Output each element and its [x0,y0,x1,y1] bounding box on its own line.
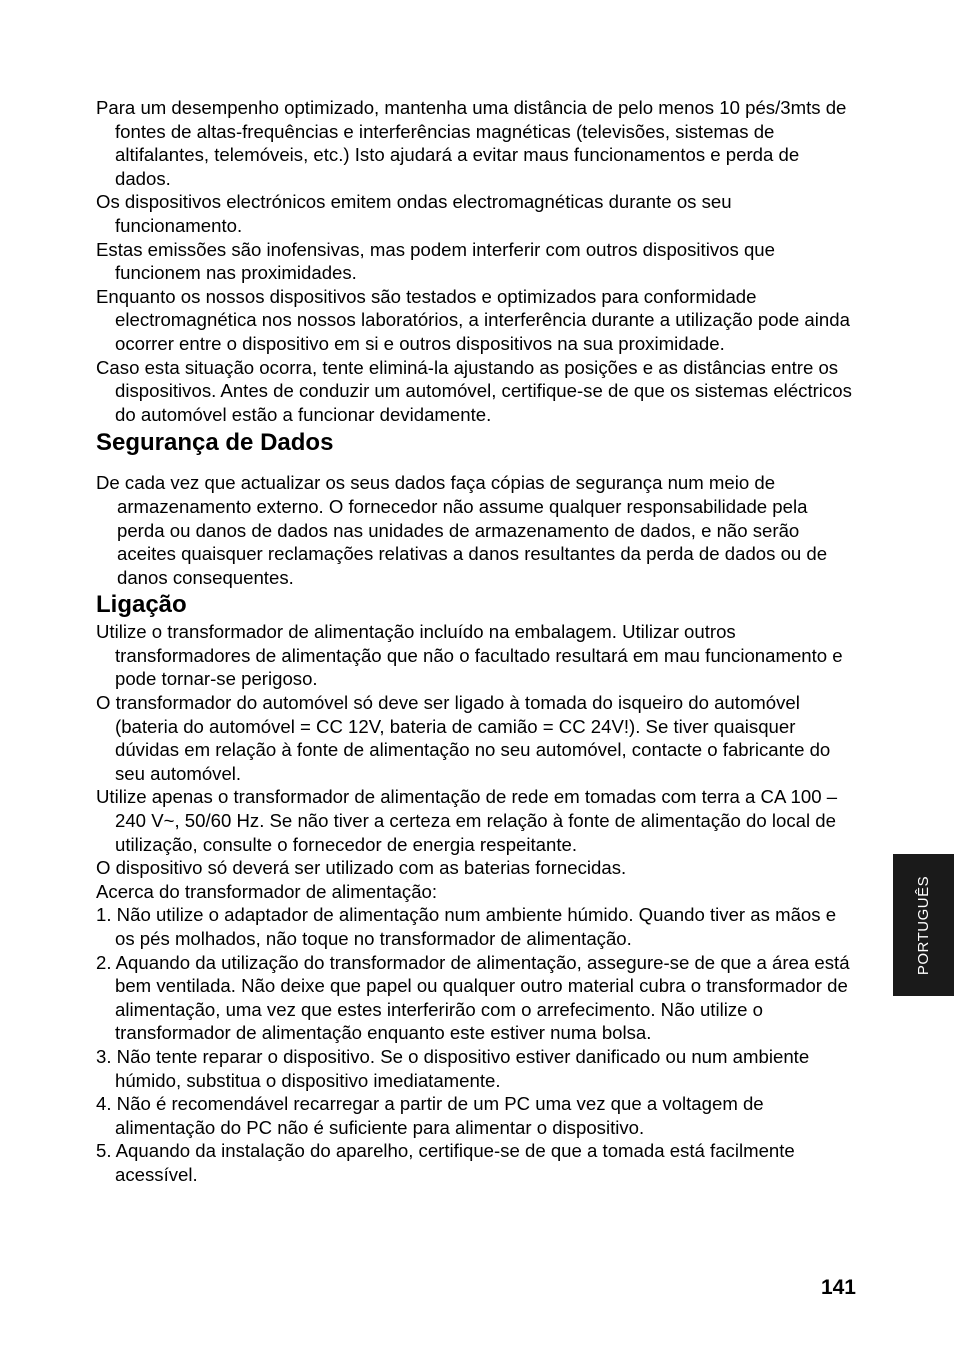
body-paragraph: De cada vez que actualizar os seus dados faça cópias de segurança num meio de armazenamento externo. O fornecedor não assume qualquer responsabilidade pela perda ou danos de dados nas unidades de armazenamento de dados, e não serão aceites quaisquer reclamações relativas a danos resultantes da perda de dados ou de danos consequentes. [96,472,828,588]
list-item: 5. Aquando da instalação do aparelho, certifique-se de que a tomada está facilmente acessível. [96,1140,795,1185]
section-heading-connection: Ligação [96,591,187,619]
body-paragraph: O transformador do automóvel só deve ser ligado à tomada do isqueiro do automóvel (bateria do automóvel = CC 12V, bateria de camião = CC 24V!). Se tiver quaisquer dúvidas em relação à fonte de alimentação no seu automóvel, contacte o fabricante do seu automóvel. [96,692,831,784]
connection-section [96,620,858,1186]
list-item: 4. Não é recomendável recarregar a partir de um PC uma vez que a voltagem de alimentação do PC não é suficiente para alimentar o dispositivo. [96,1093,764,1138]
language-tab-label: PORTUGUÊS [915,875,932,975]
page-content [96,96,858,1187]
list-item: 3. Não tente reparar o dispositivo. Se o dispositivo estiver danificado ou num ambiente húmido, substitua o dispositivo imediatamente. [96,1045,810,1091]
body-paragraph: Para um desempenho optimizado, mantenha uma distância de pelo menos 10 pés/3mts de fontes de altas-frequências e interferências magnéticas (televisões, sistemas de altifalantes, telemóveis, etc.) Isto ajudará a evitar maus funcionamentos e perda de dados. [96,97,847,189]
list-item: 1. Não utilize o adaptador de alimentação num ambiente húmido. Quando tiver as mãos e os pés molhados, não toque no transformador de alimentação. [96,904,837,949]
page-number: 141 [820,1276,856,1299]
data-security-section [96,471,858,589]
section-heading-data-security: Segurança de Dados [96,429,334,457]
body-paragraph: Utilize apenas o transformador de alimentação de rede em tomadas com terra a CA 100 – 240 V~, 50/60 Hz. Se não tiver a certeza em relação à fonte de alimentação do local de utilização, consulte o fornecedor de energia respeitante. [96,786,838,855]
body-paragraph: O dispositivo só deverá ser utilizado com as baterias fornecidas. [96,857,627,879]
list-item: 2. Aquando da utilização do transformador de alimentação, assegure-se de que a área está bem ventilada. Não deixe que papel ou qualquer outro material cubra o transformador de alimentação, uma vez que estes interferirão com o arrefecimento. Não utilize o transformador de alimentação enquanto este estiver numa bolsa. [96,951,850,1044]
body-paragraph: Caso esta situação ocorra, tente eliminá-la ajustando as posições e as distâncias entre os dispositivos. Antes de conduzir um automóvel, certifique-se de que os sistemas eléctricos do automóvel estão a funcionar devidamente. [96,356,852,425]
body-paragraph: Estas emissões são inofensivas, mas podem interferir com outros dispositivos que funcionem nas proximidades. [96,238,775,284]
language-side-tab [893,854,954,996]
body-paragraph: Enquanto os nossos dispositivos são testados e optimizados para conformidade electromagnética nos nossos laboratórios, a interferência durante a utilização pode ainda ocorrer entre o dispositivo em si e outros dispositivos na sua proximidade. [96,285,850,354]
body-paragraph: Acerca do transformador de alimentação: [96,880,438,902]
body-paragraph: Os dispositivos electrónicos emitem ondas electromagnéticas durante os seu funcionamento. [96,191,732,236]
body-paragraph: Utilize o transformador de alimentação incluído na embalagem. Utilizar outros transformadores de alimentação que não o facultado resultará em mau funcionamento e pode tornar-se perigoso. [96,621,843,690]
intro-section [96,96,858,426]
